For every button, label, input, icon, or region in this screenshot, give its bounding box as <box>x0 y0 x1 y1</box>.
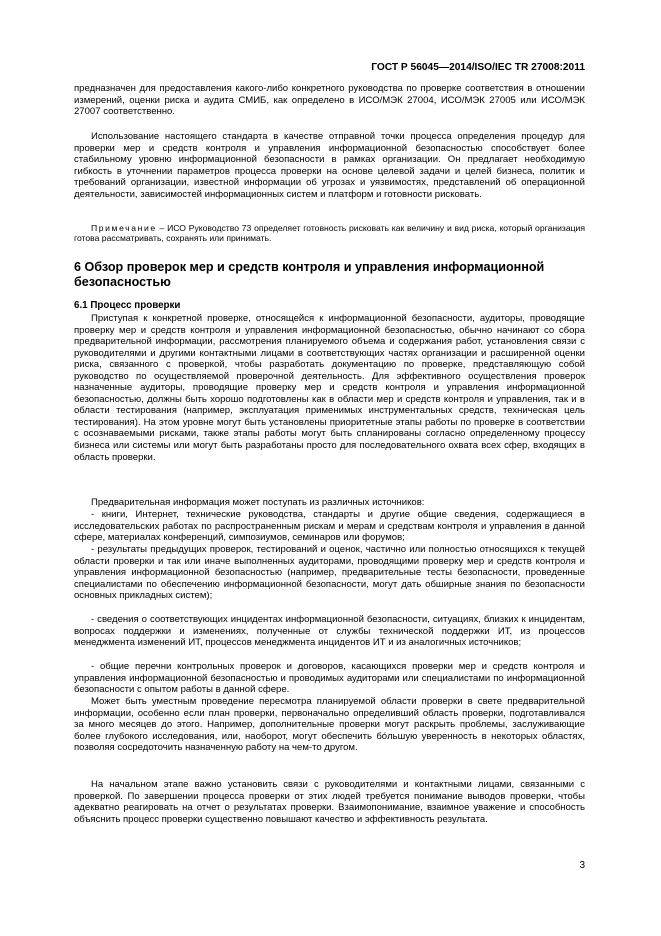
subsection-title: 6.1 Процесс проверки <box>74 300 181 311</box>
intro-paragraph-2: Использование настоящего стандарта в качестве отправной точки процесса определения процедур для проверки мер и средств контроля и управления информационной безопасностью способствует более стабильному уровню информационной безопасности в рамках организации. Он предлагает необходимую гибкость в уточнении параметров процесса проверки на основе целевой задачи и целей бизнеса, политик и требований организации, известной информации об угрозах и уязвимостях, представлений об операционной деятельности, зависимостей информационных систем и платформ и готовности рисковать. <box>74 131 585 200</box>
list-item: - результаты предыдущих проверок, тестирований и оценок, частично или полностью относящихся к текущей области проверки и так или иначе выполненных аудиторами, проводящими проверку мер и средств контроля и управления информационной безопасностью (например, предварительные тесты безопасности, проведенные специалистами по обеспечению информационной безопасности, могут дать обширные знания по безопасности основных прикладных систем); <box>74 544 585 602</box>
page-number: 3 <box>579 860 585 871</box>
intro-paragraph: предназначен для предоставления какого-либо конкретного руководства по проверке соответствия в отношении измерений, оценки риска и аудита СМИБ, как определено в ИСО/МЭК 27004, ИСО/МЭК 27005 или ИСО/МЭК 27007 соответственно. <box>74 83 585 118</box>
note <box>74 223 585 244</box>
section-title: 6 Обзор проверок мер и средств контроля и управления информационной безопасностью <box>74 260 545 289</box>
body-paragraph-3: Может быть уместным проведение пересмотра планируемой области проверки в свете предварительной информации, особенно если план проверки, первоначально определивший область проверки, подготавливался за много месяцев до этого. Например, дополнительные проверки могут раскрыть проблемы, заслуживающие более глубокого исследования, или, наоборот, могут обеспечить бóльшую уверенность в некоторых областях, позволяя сосредоточить назначенную работу на чем-то другом. <box>74 696 585 754</box>
body-paragraph-1: Приступая к конкретной проверке, относящейся к информационной безопасности, аудиторы, проводящие проверку мер и средств контроля и управления информационной безопасностью, обычно начинают со сбора предварительной информации, рассмотрения планируемого объема и содержания работ, установления связи с руководителями и другими контактными лицами в соответствующих частях организации и расширенной оценки риска, связанного с проверкой, чтобы разработать документацию по проверке, представляющую собой руководство по осуществляемой проверочной деятельность. Для эффективного осуществления проверок назначенные аудиторы, проводящие проверку мер и средств контроля и управления информационной безопасностью, должны быть хорошо подготовлены как в области мер и средств контроля и управления, так и в области тестирования (например, эксплуатация применимых инструментальных средств, техническая цель тестирования). На этом уровне могут быть установлены приоритетные этапы работы по проверке в соответствии с осознаваемыми рисками, также этапы работы могут быть спланированы согласно определенному процессу бизнеса или системы или могут быть разработаны просто для последовательного охвата всех сфер, входящих в область проверки. <box>74 313 585 463</box>
note-text: – ИСО Руководство 73 определяет готовность рисковать как величину и вид риска, который организация готова рассматривать, сохранять или принимать. <box>74 223 585 244</box>
list-item: - сведения о соответствующих инцидентах информационной безопасности, ситуациях, близких к инцидентам, вопросах поддержки и изменениях, полученные от службы технической поддержки ИТ, из процессов менеджмента изменений ИТ, процессов менеджмента инцидентов ИТ и из аналогичных источников; <box>74 614 585 649</box>
document-header: ГОСТ Р 56045—2014/ISO/IEC TR 27008:2011 <box>371 62 585 73</box>
note-label: Примечание <box>91 223 157 233</box>
body-paragraph-2: Предварительная информация может поступать из различных источников: <box>91 497 425 508</box>
list-item: - книги, Интернет, технические руководства, стандарты и другие общие сведения, содержащиеся в исследовательских работах по распространенным рискам и мерам и средствам контроля и управления в данной сфере, материалах конференций, симпозиумов, семинаров или форумов; <box>74 509 585 544</box>
list-item: - общие перечни контрольных проверок и договоров, касающихся проверки мер и средств контроля и управления информационной безопасностью и проводимых аудиторами или специалистами по информационной безопасности с опытом работы в данной сфере. <box>74 661 585 696</box>
body-paragraph-4: На начальном этапе важно установить связи с руководителями и контактными лицами, связанными с проверкой. По завершении процесса проверки от этих людей требуется понимание выводов проверки, чтобы адекватно реагировать на отчет о результатах проверки. Взаимопонимание, взаимное уважение и способность объяснить процесс проверки существенно повышают качество и эффективность результата. <box>74 779 585 825</box>
